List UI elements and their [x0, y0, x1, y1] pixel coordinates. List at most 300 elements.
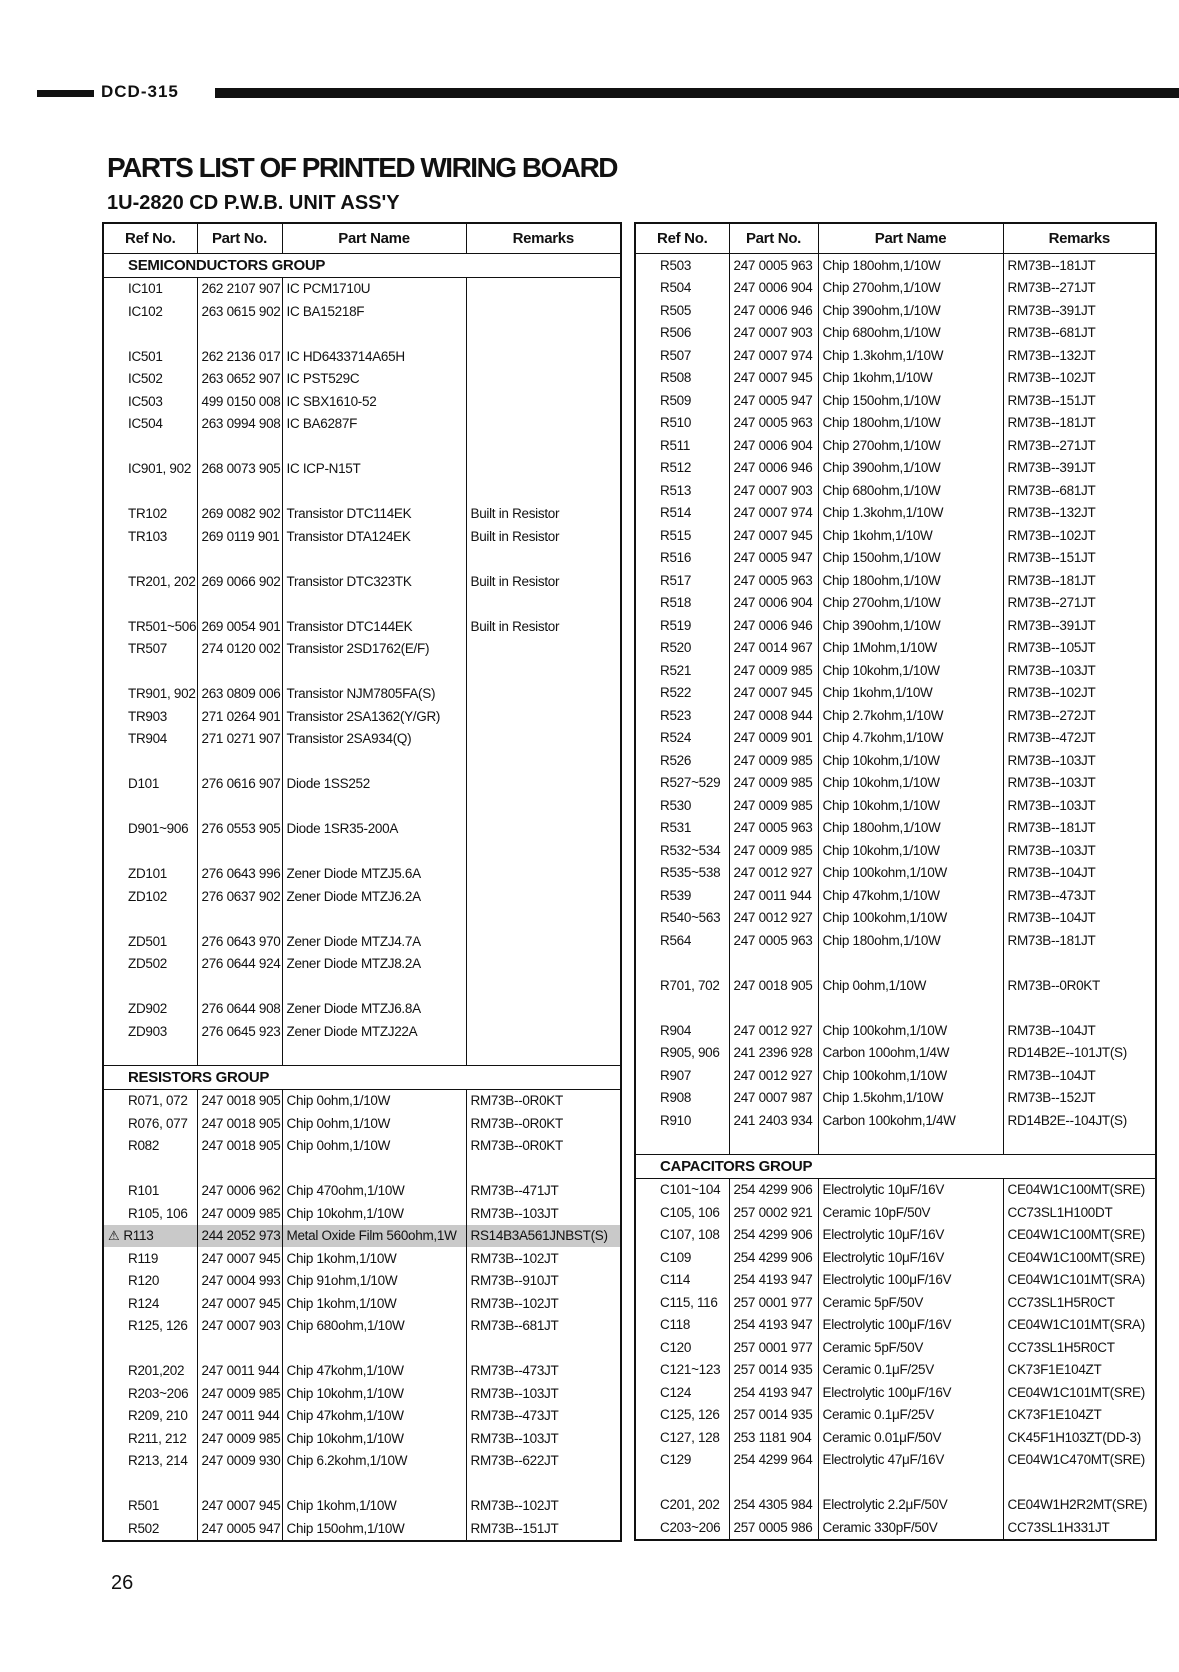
- ref-cell: IC502: [103, 368, 197, 391]
- table-row: [103, 683, 621, 706]
- table-row: [103, 908, 621, 931]
- part-name-cell: Chip 4.7kohm,1/10W: [818, 727, 1003, 750]
- table-row: [635, 1471, 1156, 1494]
- part-name-cell: IC BA6287F: [282, 413, 466, 436]
- part-no-cell: 247 0009 985: [197, 1427, 282, 1450]
- remarks-cell: [466, 435, 621, 458]
- part-name-cell: Electrolytic 100μF/16V: [818, 1381, 1003, 1404]
- remarks-cell: RM73B--272JT: [1003, 704, 1156, 727]
- part-name-cell: Chip 10kohm,1/10W: [818, 659, 1003, 682]
- remarks-cell: [466, 818, 621, 841]
- part-no-cell: [197, 1337, 282, 1360]
- table-row: [103, 458, 621, 481]
- part-no-cell: [197, 593, 282, 616]
- table-row: [635, 862, 1156, 885]
- part-no-cell: 276 0553 905: [197, 818, 282, 841]
- ref-cell: C201, 202: [635, 1494, 729, 1517]
- ref-cell: R521: [635, 659, 729, 682]
- part-name-cell: Carbon 100ohm,1/4W: [818, 1042, 1003, 1065]
- part-no-cell: 247 0012 927: [729, 1019, 818, 1042]
- part-name-cell: Chip 0ohm,1/10W: [282, 1089, 466, 1112]
- part-no-cell: 247 0005 963: [729, 929, 818, 952]
- part-name-cell: Chip 0ohm,1/10W: [282, 1112, 466, 1135]
- part-no-cell: [197, 548, 282, 571]
- table-row: [103, 368, 621, 391]
- part-name-cell: [818, 1471, 1003, 1494]
- part-name-cell: IC PCM1710U: [282, 277, 466, 300]
- ref-cell: IC503: [103, 390, 197, 413]
- part-name-cell: Electrolytic 47μF/16V: [818, 1449, 1003, 1472]
- ref-cell: C127, 128: [635, 1426, 729, 1449]
- part-no-cell: 276 0644 908: [197, 998, 282, 1021]
- ref-cell: R502: [103, 1517, 197, 1541]
- part-name-cell: Chip 270ohm,1/10W: [818, 277, 1003, 300]
- part-no-cell: 269 0066 902: [197, 570, 282, 593]
- remarks-cell: CE04W1C100MT(SRE): [1003, 1224, 1156, 1247]
- part-no-cell: 247 0007 974: [729, 502, 818, 525]
- ref-cell: R071, 072: [103, 1089, 197, 1112]
- ref-cell: [635, 997, 729, 1020]
- parts-table-right: [634, 222, 1157, 1541]
- ref-cell: R524: [635, 727, 729, 750]
- group-title: CAPACITORS GROUP: [635, 1155, 1156, 1179]
- table-row: [103, 570, 621, 593]
- part-name-cell: Zener Diode MTZJ8.2A: [282, 953, 466, 976]
- ref-cell: C109: [635, 1246, 729, 1269]
- table-row: [103, 300, 621, 323]
- part-name-cell: IC ICP-N15T: [282, 458, 466, 481]
- table-row: [103, 1157, 621, 1180]
- remarks-cell: [466, 638, 621, 661]
- part-no-cell: 247 0006 946: [729, 299, 818, 322]
- ref-cell: R516: [635, 547, 729, 570]
- part-name-cell: Zener Diode MTZJ6.8A: [282, 998, 466, 1021]
- table-row: [103, 1270, 621, 1293]
- remarks-cell: [466, 368, 621, 391]
- remarks-cell: RM73B--104JT: [1003, 862, 1156, 885]
- part-name-cell: Transistor 2SA1362(Y/GR): [282, 705, 466, 728]
- ref-cell: IC504: [103, 413, 197, 436]
- remarks-cell: RM73B--151JT: [466, 1517, 621, 1541]
- table-row: [635, 614, 1156, 637]
- table-row: [635, 727, 1156, 750]
- ref-cell: TR901, 902: [103, 683, 197, 706]
- table-row: [103, 548, 621, 571]
- part-no-cell: 247 0011 944: [197, 1405, 282, 1428]
- remarks-cell: RM73B--0R0KT: [466, 1112, 621, 1135]
- table-row: [103, 1382, 621, 1405]
- remarks-cell: RM73B--103JT: [1003, 794, 1156, 817]
- remarks-cell: CK45F1H103ZT(DD-3): [1003, 1426, 1156, 1449]
- col-remarks: Remarks: [1003, 223, 1156, 254]
- ref-cell: R507: [635, 344, 729, 367]
- safety-warning-icon: ⚠: [108, 1227, 120, 1243]
- part-no-cell: 247 0006 946: [729, 457, 818, 480]
- remarks-cell: RM73B--473JT: [466, 1360, 621, 1383]
- part-no-cell: 247 0007 974: [729, 344, 818, 367]
- remarks-cell: [466, 795, 621, 818]
- table-row: [635, 1269, 1156, 1292]
- part-no-cell: 276 0645 923: [197, 1020, 282, 1043]
- part-no-cell: 271 0271 907: [197, 728, 282, 751]
- part-no-cell: 241 2396 928: [729, 1042, 818, 1065]
- part-name-cell: Chip 10kohm,1/10W: [282, 1382, 466, 1405]
- part-name-cell: Chip 10kohm,1/10W: [282, 1427, 466, 1450]
- part-no-cell: 247 0012 927: [729, 1064, 818, 1087]
- part-name-cell: Electrolytic 10μF/16V: [818, 1178, 1003, 1201]
- ref-cell: [103, 750, 197, 773]
- group-header-row: [103, 254, 621, 278]
- remarks-cell: CK73F1E104ZT: [1003, 1359, 1156, 1382]
- part-no-cell: 257 0005 986: [729, 1516, 818, 1540]
- remarks-cell: CC73SL1H331JT: [1003, 1516, 1156, 1540]
- remarks-cell: RM73B--102JT: [1003, 682, 1156, 705]
- table-row: [635, 277, 1156, 300]
- table-row: [635, 524, 1156, 547]
- part-no-cell: 254 4299 906: [729, 1224, 818, 1247]
- remarks-cell: RM73B--391JT: [1003, 457, 1156, 480]
- part-no-cell: 247 0005 963: [729, 412, 818, 435]
- part-name-cell: [282, 1157, 466, 1180]
- remarks-cell: RM73B--0R0KT: [466, 1135, 621, 1158]
- remarks-cell: [466, 480, 621, 503]
- remarks-cell: [466, 458, 621, 481]
- ref-cell: [635, 1471, 729, 1494]
- part-name-cell: Chip 1kohm,1/10W: [818, 682, 1003, 705]
- ref-cell: ZD501: [103, 930, 197, 953]
- part-name-cell: Chip 100kohm,1/10W: [818, 1019, 1003, 1042]
- part-no-cell: 247 0006 904: [729, 592, 818, 615]
- part-no-cell: 247 0004 993: [197, 1270, 282, 1293]
- part-name-cell: Chip 680ohm,1/10W: [818, 322, 1003, 345]
- part-name-cell: Chip 0ohm,1/10W: [282, 1135, 466, 1158]
- part-no-cell: [197, 323, 282, 346]
- remarks-cell: [466, 930, 621, 953]
- remarks-cell: RM73B--473JT: [466, 1405, 621, 1428]
- part-no-cell: 247 0007 903: [729, 322, 818, 345]
- remarks-cell: CC73SL1H100DT: [1003, 1201, 1156, 1224]
- table-row: [635, 1359, 1156, 1382]
- table-row: [103, 885, 621, 908]
- group-title: SEMICONDUCTORS GROUP: [103, 254, 621, 278]
- table-row: [635, 1132, 1156, 1155]
- table-row: [103, 1517, 621, 1541]
- table-row: [635, 1087, 1156, 1110]
- remarks-cell: RM73B--0R0KT: [1003, 974, 1156, 997]
- part-name-cell: [818, 952, 1003, 975]
- remarks-cell: CE04W1C101MT(SRA): [1003, 1269, 1156, 1292]
- ref-cell: TR102: [103, 503, 197, 526]
- remarks-cell: [466, 277, 621, 300]
- part-name-cell: Ceramic 0.1μF/25V: [818, 1359, 1003, 1382]
- ref-cell: R076, 077: [103, 1112, 197, 1135]
- table-row: [103, 705, 621, 728]
- part-name-cell: [282, 1472, 466, 1495]
- ref-cell: R530: [635, 794, 729, 817]
- col-part: Part No.: [197, 223, 282, 254]
- remarks-cell: RD14B2E--104JT(S): [1003, 1109, 1156, 1132]
- part-name-cell: Chip 180ohm,1/10W: [818, 817, 1003, 840]
- part-no-cell: 257 0001 977: [729, 1291, 818, 1314]
- remarks-cell: RM73B--104JT: [1003, 1019, 1156, 1042]
- remarks-cell: RM73B--271JT: [1003, 277, 1156, 300]
- ref-cell: R527~529: [635, 772, 729, 795]
- table-row: [103, 818, 621, 841]
- remarks-cell: [466, 1157, 621, 1180]
- remarks-cell: RM73B--104JT: [1003, 907, 1156, 930]
- remarks-cell: CE04W1H2R2MT(SRE): [1003, 1494, 1156, 1517]
- part-name-cell: Chip 180ohm,1/10W: [818, 569, 1003, 592]
- remarks-cell: [466, 548, 621, 571]
- table-row: [103, 277, 621, 300]
- ref-cell: [103, 975, 197, 998]
- part-no-cell: 247 0006 904: [729, 277, 818, 300]
- table-row: [103, 593, 621, 616]
- part-name-cell: Chip 390ohm,1/10W: [818, 614, 1003, 637]
- ref-cell: R540~563: [635, 907, 729, 930]
- part-no-cell: 254 4299 906: [729, 1178, 818, 1201]
- remarks-cell: RD14B2E--101JT(S): [1003, 1042, 1156, 1065]
- part-name-cell: Ceramic 5pF/50V: [818, 1336, 1003, 1359]
- table-row: [635, 1449, 1156, 1472]
- part-name-cell: Chip 270ohm,1/10W: [818, 434, 1003, 457]
- table-row: [103, 1020, 621, 1043]
- part-name-cell: Chip 680ohm,1/10W: [282, 1315, 466, 1338]
- part-name-cell: Chip 1kohm,1/10W: [818, 367, 1003, 390]
- table-row: [635, 457, 1156, 480]
- part-name-cell: [282, 795, 466, 818]
- part-no-cell: 247 0007 945: [197, 1247, 282, 1270]
- remarks-cell: [466, 953, 621, 976]
- part-name-cell: [282, 480, 466, 503]
- part-no-cell: 276 0616 907: [197, 773, 282, 796]
- parts-table-left: [102, 222, 622, 1542]
- col-ref: Ref No.: [103, 223, 197, 254]
- part-no-cell: [729, 997, 818, 1020]
- ref-cell: IC901, 902: [103, 458, 197, 481]
- table-row: [635, 884, 1156, 907]
- remarks-cell: [466, 1337, 621, 1360]
- ref-cell: R905, 906: [635, 1042, 729, 1065]
- part-name-cell: Chip 10kohm,1/10W: [282, 1202, 466, 1225]
- table-row: [635, 1381, 1156, 1404]
- part-no-cell: 254 4299 964: [729, 1449, 818, 1472]
- part-name-cell: Ceramic 0.01μF/50V: [818, 1426, 1003, 1449]
- part-name-cell: [282, 1337, 466, 1360]
- part-name-cell: [282, 1043, 466, 1066]
- ref-cell: IC101: [103, 277, 197, 300]
- remarks-cell: RM73B--181JT: [1003, 817, 1156, 840]
- remarks-cell: RM73B--473JT: [1003, 884, 1156, 907]
- part-name-cell: Metal Oxide Film 560ohm,1W: [282, 1225, 466, 1248]
- part-name-cell: Chip 1.5kohm,1/10W: [818, 1087, 1003, 1110]
- part-name-cell: Chip 680ohm,1/10W: [818, 479, 1003, 502]
- part-no-cell: 247 0005 963: [729, 569, 818, 592]
- part-no-cell: 247 0007 945: [197, 1292, 282, 1315]
- table-row: [635, 254, 1156, 277]
- table-row: [103, 1450, 621, 1473]
- ref-cell: [103, 660, 197, 683]
- part-name-cell: Chip 47kohm,1/10W: [818, 884, 1003, 907]
- remarks-cell: RM73B--622JT: [466, 1450, 621, 1473]
- part-name-cell: Ceramic 5pF/50V: [818, 1291, 1003, 1314]
- part-name-cell: Chip 470ohm,1/10W: [282, 1180, 466, 1203]
- part-name-cell: Chip 1.3kohm,1/10W: [818, 344, 1003, 367]
- remarks-cell: [466, 840, 621, 863]
- ref-cell: R506: [635, 322, 729, 345]
- part-name-cell: Chip 100kohm,1/10W: [818, 862, 1003, 885]
- part-no-cell: 254 4193 947: [729, 1314, 818, 1337]
- remarks-cell: RM73B--681JT: [1003, 479, 1156, 502]
- part-name-cell: Chip 390ohm,1/10W: [818, 457, 1003, 480]
- table-row: [103, 998, 621, 1021]
- table-row: [103, 1112, 621, 1135]
- part-name-cell: Transistor 2SD1762(E/F): [282, 638, 466, 661]
- table-row: [635, 1178, 1156, 1201]
- ref-cell: [103, 1157, 197, 1180]
- table-row: [635, 322, 1156, 345]
- part-no-cell: [197, 908, 282, 931]
- table-row: [635, 592, 1156, 615]
- part-name-cell: Chip 100kohm,1/10W: [818, 1064, 1003, 1087]
- part-no-cell: 262 2136 017: [197, 345, 282, 368]
- table-row: [635, 817, 1156, 840]
- ref-cell: [103, 908, 197, 931]
- ref-cell: C129: [635, 1449, 729, 1472]
- table-row: [635, 1314, 1156, 1337]
- part-no-cell: 247 0009 930: [197, 1450, 282, 1473]
- part-no-cell: 269 0054 901: [197, 615, 282, 638]
- part-name-cell: [282, 840, 466, 863]
- part-name-cell: Chip 180ohm,1/10W: [818, 412, 1003, 435]
- table-row: [635, 344, 1156, 367]
- table-row: [635, 907, 1156, 930]
- part-name-cell: Chip 0ohm,1/10W: [818, 974, 1003, 997]
- remarks-cell: CE04W1C100MT(SRE): [1003, 1246, 1156, 1269]
- table-row: [635, 682, 1156, 705]
- remarks-cell: RM73B--103JT: [1003, 749, 1156, 772]
- ref-cell: R201,202: [103, 1360, 197, 1383]
- ref-cell: C120: [635, 1336, 729, 1359]
- part-name-cell: Chip 270ohm,1/10W: [818, 592, 1003, 615]
- ref-cell: R514: [635, 502, 729, 525]
- part-no-cell: 499 0150 008: [197, 390, 282, 413]
- part-no-cell: 247 0005 947: [197, 1517, 282, 1541]
- part-name-cell: Chip 1Mohm,1/10W: [818, 637, 1003, 660]
- remarks-cell: [466, 345, 621, 368]
- part-no-cell: 269 0082 902: [197, 503, 282, 526]
- col-remarks: Remarks: [466, 223, 621, 254]
- part-no-cell: 247 0007 987: [729, 1087, 818, 1110]
- table-row: [635, 367, 1156, 390]
- part-name-cell: Transistor DTC114EK: [282, 503, 466, 526]
- table-row: [635, 1019, 1156, 1042]
- table-row: [103, 1135, 621, 1158]
- remarks-cell: RM73B--102JT: [466, 1247, 621, 1270]
- part-name-cell: Chip 1kohm,1/10W: [818, 524, 1003, 547]
- remarks-cell: RM73B--105JT: [1003, 637, 1156, 660]
- part-no-cell: 276 0644 924: [197, 953, 282, 976]
- ref-cell: [103, 548, 197, 571]
- part-name-cell: Chip 150ohm,1/10W: [818, 389, 1003, 412]
- part-name-cell: Electrolytic 10μF/16V: [818, 1246, 1003, 1269]
- remarks-cell: [466, 1472, 621, 1495]
- remarks-cell: RM73B--103JT: [1003, 772, 1156, 795]
- remarks-cell: RM73B--151JT: [1003, 389, 1156, 412]
- part-name-cell: [282, 660, 466, 683]
- part-no-cell: [197, 480, 282, 503]
- part-no-cell: [197, 1157, 282, 1180]
- part-name-cell: Zener Diode MTZJ22A: [282, 1020, 466, 1043]
- ref-cell: R910: [635, 1109, 729, 1132]
- part-no-cell: 247 0009 985: [729, 749, 818, 772]
- remarks-cell: [466, 300, 621, 323]
- ref-cell: [103, 1225, 197, 1248]
- part-no-cell: 247 0018 905: [197, 1089, 282, 1112]
- part-name-cell: IC SBX1610-52: [282, 390, 466, 413]
- part-name-cell: [282, 435, 466, 458]
- table-row: [635, 1516, 1156, 1540]
- table-header: [635, 223, 1156, 254]
- ref-cell: D101: [103, 773, 197, 796]
- ref-cell: R503: [635, 254, 729, 277]
- ref-cell: R512: [635, 457, 729, 480]
- ref-cell: C125, 126: [635, 1404, 729, 1427]
- ref-cell: R203~206: [103, 1382, 197, 1405]
- ref-cell: TR507: [103, 638, 197, 661]
- remarks-cell: RM73B--471JT: [466, 1180, 621, 1203]
- part-no-cell: 276 0637 902: [197, 885, 282, 908]
- part-name-cell: Zener Diode MTZJ4.7A: [282, 930, 466, 953]
- table-row: [103, 750, 621, 773]
- ref-cell: TR903: [103, 705, 197, 728]
- part-name-cell: Diode 1SS252: [282, 773, 466, 796]
- remarks-cell: CE04W1C101MT(SRA): [1003, 1314, 1156, 1337]
- ref-cell: R518: [635, 592, 729, 615]
- remarks-cell: RS14B3A561JNBST(S): [466, 1225, 621, 1248]
- remarks-cell: [466, 728, 621, 751]
- ref-cell: R509: [635, 389, 729, 412]
- ref-cell: R211, 212: [103, 1427, 197, 1450]
- table-row: [103, 1315, 621, 1338]
- table-row: [635, 502, 1156, 525]
- table-row: [635, 434, 1156, 457]
- ref-cell: TR501~506: [103, 615, 197, 638]
- part-name-cell: Chip 2.7kohm,1/10W: [818, 704, 1003, 727]
- part-no-cell: 257 0002 921: [729, 1201, 818, 1224]
- remarks-cell: RM73B--102JT: [1003, 367, 1156, 390]
- ref-cell: R904: [635, 1019, 729, 1042]
- remarks-cell: RM73B--271JT: [1003, 592, 1156, 615]
- remarks-cell: [466, 593, 621, 616]
- table-row: [635, 479, 1156, 502]
- table-row: [635, 1494, 1156, 1517]
- table-row: [635, 839, 1156, 862]
- part-name-cell: Transistor DTC144EK: [282, 615, 466, 638]
- part-name-cell: [818, 997, 1003, 1020]
- part-no-cell: [197, 660, 282, 683]
- table-row: [635, 772, 1156, 795]
- part-no-cell: 244 2052 973: [197, 1225, 282, 1248]
- table-row: [103, 1225, 621, 1248]
- ref-cell: R120: [103, 1270, 197, 1293]
- part-no-cell: [197, 1043, 282, 1066]
- part-name-cell: Electrolytic 100μF/16V: [818, 1314, 1003, 1337]
- remarks-cell: [466, 998, 621, 1021]
- table-row: [103, 773, 621, 796]
- remarks-cell: RM73B--152JT: [1003, 1087, 1156, 1110]
- part-no-cell: [729, 1471, 818, 1494]
